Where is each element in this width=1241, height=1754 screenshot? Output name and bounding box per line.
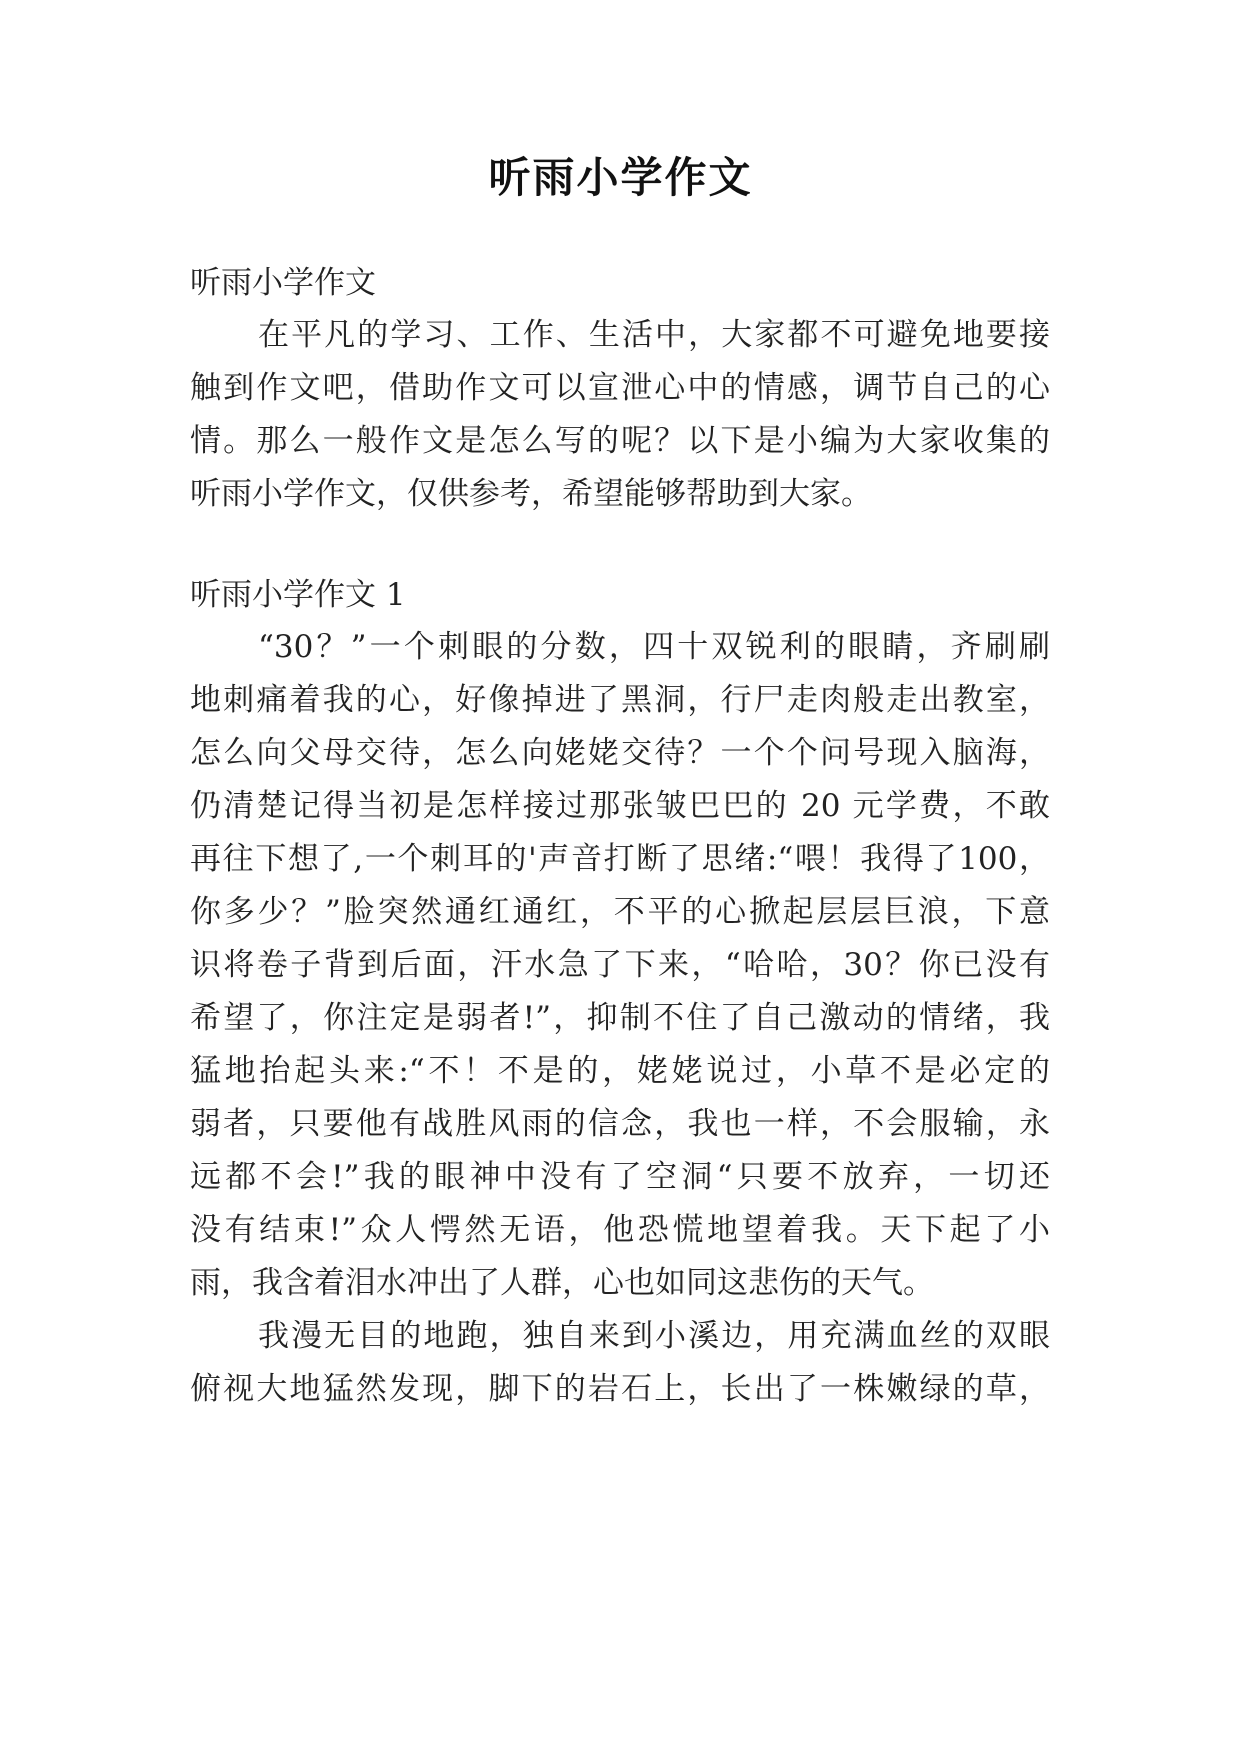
essay1-p1-line: 识将卷子背到后面，汗水急了下来，“哈哈，30？你已没有 (190, 947, 1050, 983)
document-title: 听雨小学作文 (488, 153, 753, 202)
essay1-p1-line: 你多少？”脸突然通红通红，不平的心掀起层层巨浪，下意 (190, 894, 1050, 930)
essay1-p2-line: 俯视大地猛然发现，脚下的岩石上，长出了一株嫩绿的草， (190, 1371, 1050, 1407)
essay1-p2-line: 我漫无目的地跑，独自来到小溪边，用充满血丝的双眼 (258, 1318, 1050, 1354)
essay1-p1-line: 弱者，只要他有战胜风雨的信念，我也一样，不会服输，永 (190, 1106, 1050, 1142)
essay1-p1-line: 远都不会!”我的眼神中没有了空洞“只要不放弃，一切还 (190, 1159, 1050, 1195)
essay1-p1-line: “30？”一个刺眼的分数，四十双锐利的眼睛，齐刷刷 (258, 629, 1050, 665)
essay1-p1-line: 仍清楚记得当初是怎样接过那张皱巴巴的 20 元学费，不敢 (190, 788, 1050, 824)
intro-line: 情。那么一般作文是怎么写的呢？以下是小编为大家收集的 (190, 423, 1050, 459)
essay1-p1-line: 再往下想了,一个刺耳的'声音打断了思绪:“喂！我得了100， (190, 841, 1050, 877)
essay1-p1-line: 地刺痛着我的心，好像掉进了黑洞，行尸走肉般走出教室， (190, 682, 1050, 718)
essay1-heading: 听雨小学作文 1 (190, 577, 406, 613)
essay1-p1-line: 没有结束!”众人愕然无语，他恐慌地望着我。天下起了小 (190, 1212, 1050, 1248)
essay1-p1-line: 猛地抬起头来:“不！不是的，姥姥说过，小草不是必定的 (190, 1053, 1050, 1089)
essay1-p1-line: 雨，我含着泪水冲出了人群，心也如同这悲伤的天气。 (190, 1265, 934, 1301)
essay1-p1-line: 希望了，你注定是弱者!”，抑制不住了自己激动的情绪，我 (190, 1000, 1050, 1036)
intro-heading: 听雨小学作文 (190, 265, 376, 301)
intro-line: 听雨小学作文，仅供参考，希望能够帮助到大家。 (190, 476, 872, 512)
intro-line: 触到作文吧，借助作文可以宣泄心中的情感，调节自己的心 (190, 370, 1050, 406)
essay1-p1-line: 怎么向父母交待，怎么向姥姥交待？一个个问号现入脑海， (190, 735, 1050, 771)
intro-line: 在平凡的学习、工作、生活中，大家都不可避免地要接 (258, 317, 1050, 353)
